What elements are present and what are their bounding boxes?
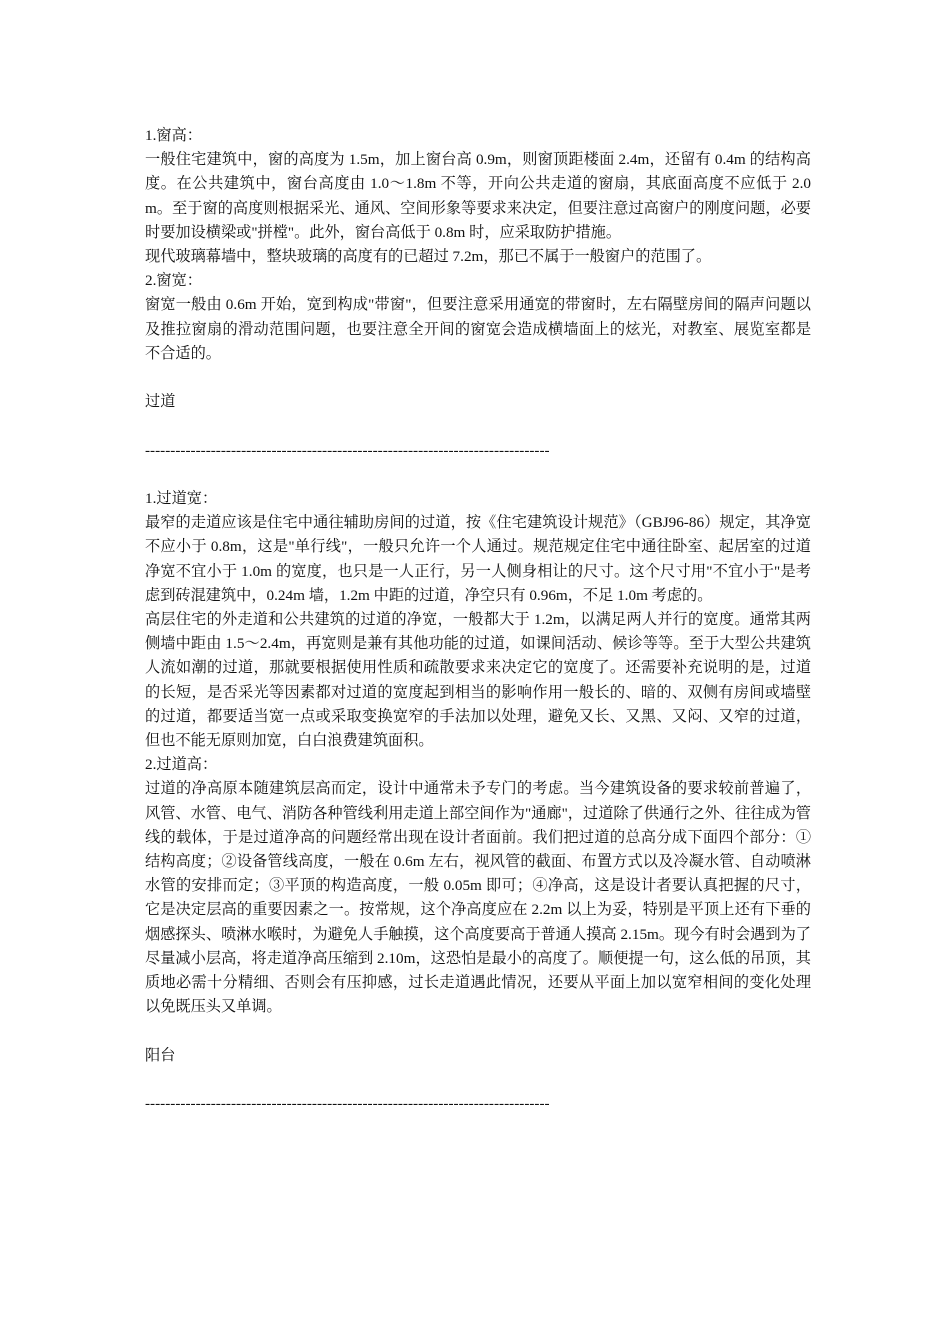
corridor-width-paragraph-1: 最窄的走道应该是住宅中通往辅助房间的过道，按《住宅建筑设计规范》（GBJ96-86）规定，其净宽不应小于 0.8m，这是"单行线"，一般只允许一个人通过。规范规定住宅中通往卧室、起居室的过道净宽不宜小于 1.0m 的宽度，也只是一人正行，另一人侧身相让的尺寸。这个尺寸用"不宜小于"是考虑到砖混建筑中，0.24m 墙，1.2m 中距的过道，净空只有 0.96m，不足 1.0m 考虑的。 bbox=[145, 514, 811, 604]
spacer bbox=[145, 463, 811, 487]
spacer bbox=[145, 414, 811, 438]
window-height-paragraph-1: 一般住宅建筑中，窗的高度为 1.5m，加上窗台高 0.9m，则窗顶距楼面 2.4m，还留有 0.4m 的结构高度。在公共建筑中，窗台高度由 1.0～1.8m 不等，开向公共走道的窗扇，其底面高度不应低于 2.0m。至于窗的高度则根据采光、通风、空间形象等要求来决定，但要注意过高窗户的刚度问题，必要时要加设横梁或"拼樘"。此外，窗台高低于 0.8m 时，应采取防护措施。 bbox=[145, 151, 811, 241]
document-page bbox=[145, 124, 811, 1116]
corridor-section-title: 过道 bbox=[145, 393, 176, 411]
balcony-divider: -------------------------------------------------------------------------------- bbox=[145, 1095, 550, 1113]
window-height-heading: 1.窗高： bbox=[145, 127, 202, 144]
corridor-divider: -------------------------------------------------------------------------------- bbox=[145, 441, 550, 459]
spacer bbox=[145, 1068, 811, 1092]
window-width-paragraph-1: 窗宽一般由 0.6m 开始，宽到构成"带窗"，但要注意采用通宽的带窗时，左右隔壁房间的隔声问题以及推拉窗扇的滑动范围问题，也要注意全开间的窗宽会造成横墙面上的炫光，对教室、展览室都是不合适的。 bbox=[145, 296, 811, 362]
corridor-width-paragraph-2: 高层住宅的外走道和公共建筑的过道的净宽，一般都大于 1.2m，以满足两人并行的宽度。通常其两侧墙中距由 1.5～2.4m，再宽则是兼有其他功能的过道，如课间活动、候诊等等。至于大型公共建筑人流如潮的过道，那就要根据使用性质和疏散要求来决定它的宽度了。还需要补充说明的是，过道的长短，是否采光等因素都对过道的宽度起到相当的影响作用一般长的、暗的、双侧有房间或墙壁的过道，都要适当宽一点或采取变换宽窄的手法加以处理，避免又长、又黑、又闷、又窄的过道，但也不能无原则加宽，白白浪费建筑面积。 bbox=[145, 611, 811, 750]
window-width-heading: 2.窗宽： bbox=[145, 272, 202, 290]
corridor-height-paragraph-1: 过道的净高原本随建筑层高而定，设计中通常未予专门的考虑。当今建筑设备的要求较前普遍了，风管、水管、电气、消防各种管线利用走道上部空间作为"通廊"，过道除了供通行之外、往往成为管线的载体，于是过道净高的问题经常出现在设计者面前。我们把过道的总高分成下面四个部分：①结构高度；②设备管线高度，一般在 0.6m 左右，视风管的截面、布置方式以及冷凝水管、自动喷淋水管的安排而定；③平顶的构造高度，一般 0.05m 即可；④净高，这是设计者要认真把握的尺寸，它是决定层高的重要因素之一。按常规，这个净高度应在 2.2m 以上为妥，特别是平顶上还有下垂的烟感探头、喷淋水喉时，为避免人手触摸，这个高度要高于普通人摸高 2.15m。现今有时会遇到为了尽量减小层高，将走道净高压缩到 2.10m，这恐怕是最小的高度了。顺便提一句，这么低的吊顶，其质地必需十分精细、否则会有压抑感，过长走道遇此情况，还要从平面上加以宽窄相间的变化处理以免既压头又单调。 bbox=[145, 780, 811, 1016]
balcony-section-title: 阳台 bbox=[145, 1046, 176, 1064]
corridor-width-heading: 1.过道宽： bbox=[145, 490, 218, 507]
window-height-paragraph-2: 现代玻璃幕墙中，整块玻璃的高度有的已超过 7.2m，那已不属于一般窗户的范围了。 bbox=[145, 248, 712, 266]
spacer bbox=[145, 366, 811, 390]
spacer bbox=[145, 1019, 811, 1043]
corridor-height-heading: 2.过道高： bbox=[145, 756, 218, 774]
